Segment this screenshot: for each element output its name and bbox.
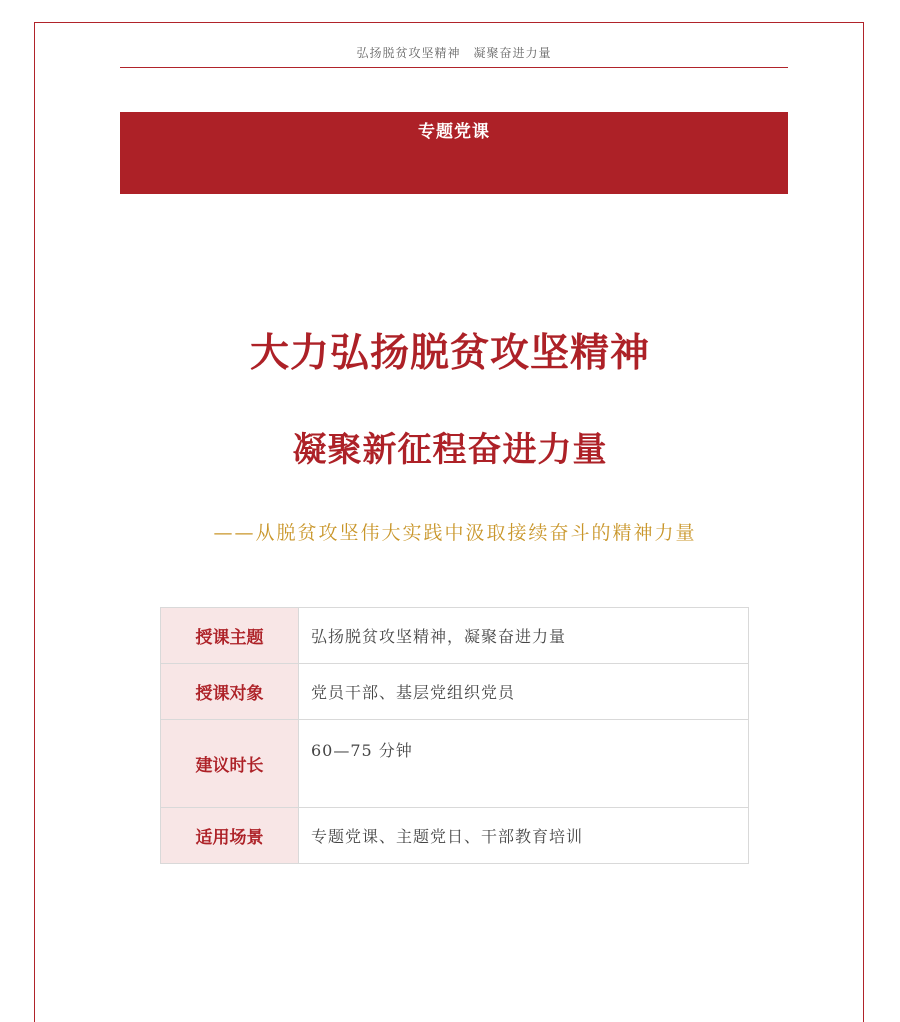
banner <box>120 112 788 194</box>
topic-value: 弘扬脱贫攻坚精神，凝聚奋进力量 <box>299 608 749 664</box>
duration-label: 建议时长 <box>161 720 299 808</box>
sub-title: 凝聚新征程奋进力量 <box>292 430 608 470</box>
info-table <box>160 607 749 864</box>
scenario-value: 专题党课、主题党日、干部教育培训 <box>299 808 749 864</box>
header-rule <box>120 67 788 68</box>
table-row <box>161 808 749 864</box>
scenario-label: 适用场景 <box>161 808 299 864</box>
duration-value: 60—75 分钟 <box>299 720 749 808</box>
audience-value: 党员干部、基层党组织党员 <box>299 664 749 720</box>
table-row <box>161 608 749 664</box>
main-title: 大力弘扬脱贫攻坚精神 <box>249 331 650 376</box>
table-row <box>161 720 749 808</box>
audience-label: 授课对象 <box>161 664 299 720</box>
tagline: ——从脱贫攻坚伟大实践中汲取接续奋斗的精神力量 <box>213 522 697 544</box>
table-row <box>161 664 749 720</box>
topic-label: 授课主题 <box>161 608 299 664</box>
banner-label: 专题党课 <box>418 122 490 142</box>
running-header: 弘扬脱贫攻坚精神 凝聚奋进力量 <box>356 46 552 60</box>
